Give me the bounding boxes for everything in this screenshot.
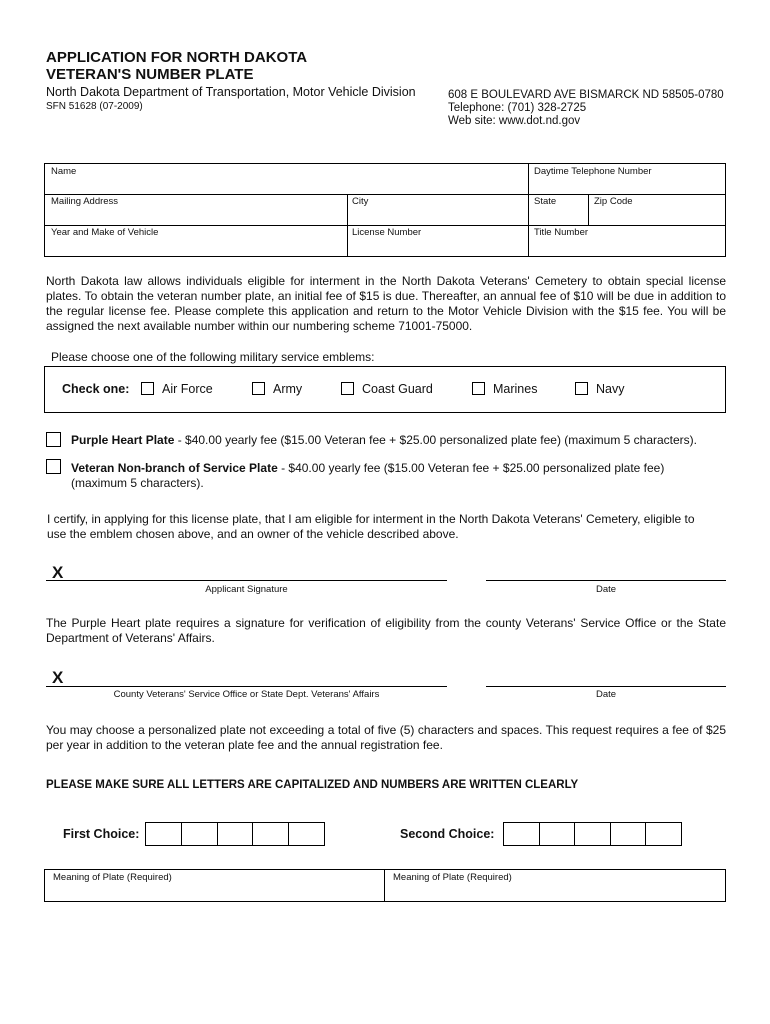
table-divider (45, 225, 725, 226)
vehicle-field[interactable]: Year and Make of Vehicle (51, 227, 159, 238)
air-force-label: Air Force (162, 382, 213, 396)
character-box[interactable] (218, 823, 254, 845)
non-branch-option (71, 461, 711, 491)
second-choice-boxes[interactable] (503, 822, 682, 846)
character-box[interactable] (289, 823, 324, 845)
character-box[interactable] (646, 823, 681, 845)
navy-label: Navy (596, 382, 625, 396)
marines-checkbox[interactable] (472, 382, 485, 395)
coast-guard-label: Coast Guard (362, 382, 433, 396)
non-branch-checkbox[interactable] (46, 459, 61, 474)
first-choice-label: First Choice: (63, 827, 140, 841)
form-title-line1: APPLICATION FOR NORTH DAKOTA (46, 49, 308, 66)
check-one-label: Check one: (62, 382, 130, 396)
table-divider (528, 164, 529, 256)
license-number-field[interactable]: License Number (352, 227, 422, 238)
navy-checkbox[interactable] (575, 382, 588, 395)
emblem-selection-box (44, 366, 726, 413)
emblem-prompt: Please choose one of the following military service emblems: (51, 350, 375, 364)
character-box[interactable] (504, 823, 540, 845)
table-divider (588, 194, 589, 225)
veterans-office-date-label: Date (595, 689, 617, 700)
second-choice-label: Second Choice: (400, 827, 495, 841)
purple-heart-verification-paragraph: The Purple Heart plate requires a signature for verification of eligibility from the county Veterans' Service Office or the State Department of Veterans' Affairs. (46, 616, 726, 645)
telephone-line: Telephone: (701) 328-2725 (448, 102, 587, 114)
applicant-signature-line[interactable] (46, 580, 447, 581)
character-box[interactable] (540, 823, 576, 845)
daytime-phone-field[interactable]: Daytime Telephone Number (534, 166, 652, 177)
purple-heart-checkbox[interactable] (46, 432, 61, 447)
city-field[interactable]: City (352, 196, 369, 207)
purple-heart-title: Purple Heart Plate (71, 433, 175, 447)
name-field[interactable]: Name (51, 166, 77, 177)
marines-label: Marines (493, 382, 538, 396)
non-branch-title: Veteran Non-branch of Service Plate (71, 461, 278, 475)
first-choice-boxes[interactable] (145, 822, 325, 846)
first-meaning-field[interactable]: Meaning of Plate (Required) (53, 872, 172, 883)
applicant-signature-label: Applicant Signature (205, 584, 288, 595)
veterans-office-date-line[interactable] (486, 686, 726, 687)
table-divider (384, 870, 385, 901)
applicant-date-line[interactable] (486, 580, 726, 581)
character-box[interactable] (182, 823, 218, 845)
zip-code-field[interactable]: Zip Code (594, 196, 633, 207)
meaning-of-plate-table (44, 869, 726, 902)
purple-heart-description: - $40.00 yearly fee ($15.00 Veteran fee + $25.00 personalized plate fee) (maximum 5 characters). (174, 433, 698, 447)
coast-guard-checkbox[interactable] (341, 382, 354, 395)
veterans-office-signature-label: County Veterans' Service Office or State Dept. Veterans' Affairs (113, 689, 380, 700)
veterans-office-signature-line[interactable] (46, 686, 447, 687)
certify-paragraph: I certify, in applying for this license plate, that I am eligible for interment in the North Dakota Veterans' Cemetery, eligible to use the emblem chosen above, and an owner of the vehicle described above. (47, 512, 695, 541)
character-box[interactable] (575, 823, 611, 845)
personalized-plate-paragraph: You may choose a personalized plate not exceeding a total of five (5) characters and spaces. This request requires a fee of $25 per year in addition to the veteran plate fee and the annual registration fee. (46, 723, 726, 752)
non-branch-description: - $40.00 yearly fee ($15.00 Veteran fee + $25.00 personalized plate fee) (maximum 5 characters). (71, 461, 665, 490)
signature-mark: X (52, 563, 64, 582)
applicant-date-label: Date (595, 584, 617, 595)
state-field[interactable]: State (534, 196, 557, 207)
title-number-field[interactable]: Title Number (534, 227, 589, 238)
form-title-line2: VETERAN'S NUMBER PLATE (46, 66, 254, 83)
character-box[interactable] (253, 823, 289, 845)
department-name: North Dakota Department of Transportation, Motor Vehicle Division (46, 85, 416, 99)
applicant-info-table (44, 163, 726, 257)
intro-paragraph: North Dakota law allows individuals eligible for interment in the North Dakota Veterans' Cemetery to obtain special license plates. To obtain the veteran number plate, an initial fee of $15 is due. Thereafter, an annual fee of $10 will be due in addition to the regular license fee. Please complete this application and return to the Motor Vehicle Division with the $15 fee. You will be assigned the next available number within our numbering scheme 71001-75000. (46, 274, 726, 333)
table-divider (347, 194, 348, 256)
website-line: Web site: www.dot.nd.gov (448, 115, 581, 127)
air-force-checkbox[interactable] (141, 382, 154, 395)
capitalization-notice: PLEASE MAKE SURE ALL LETTERS ARE CAPITALIZED AND NUMBERS ARE WRITTEN CLEARLY (46, 779, 579, 791)
mailing-address-line: 608 E BOULEVARD AVE BISMARCK ND 58505-0780 (448, 89, 724, 101)
second-meaning-field[interactable]: Meaning of Plate (Required) (393, 872, 512, 883)
purple-heart-option (71, 433, 731, 448)
character-box[interactable] (611, 823, 647, 845)
form-number: SFN 51628 (07-2009) (46, 101, 143, 112)
table-divider (45, 194, 725, 195)
signature-mark: X (52, 668, 64, 687)
mailing-address-field[interactable]: Mailing Address (51, 196, 119, 207)
character-box[interactable] (146, 823, 182, 845)
army-checkbox[interactable] (252, 382, 265, 395)
army-label: Army (273, 382, 303, 396)
